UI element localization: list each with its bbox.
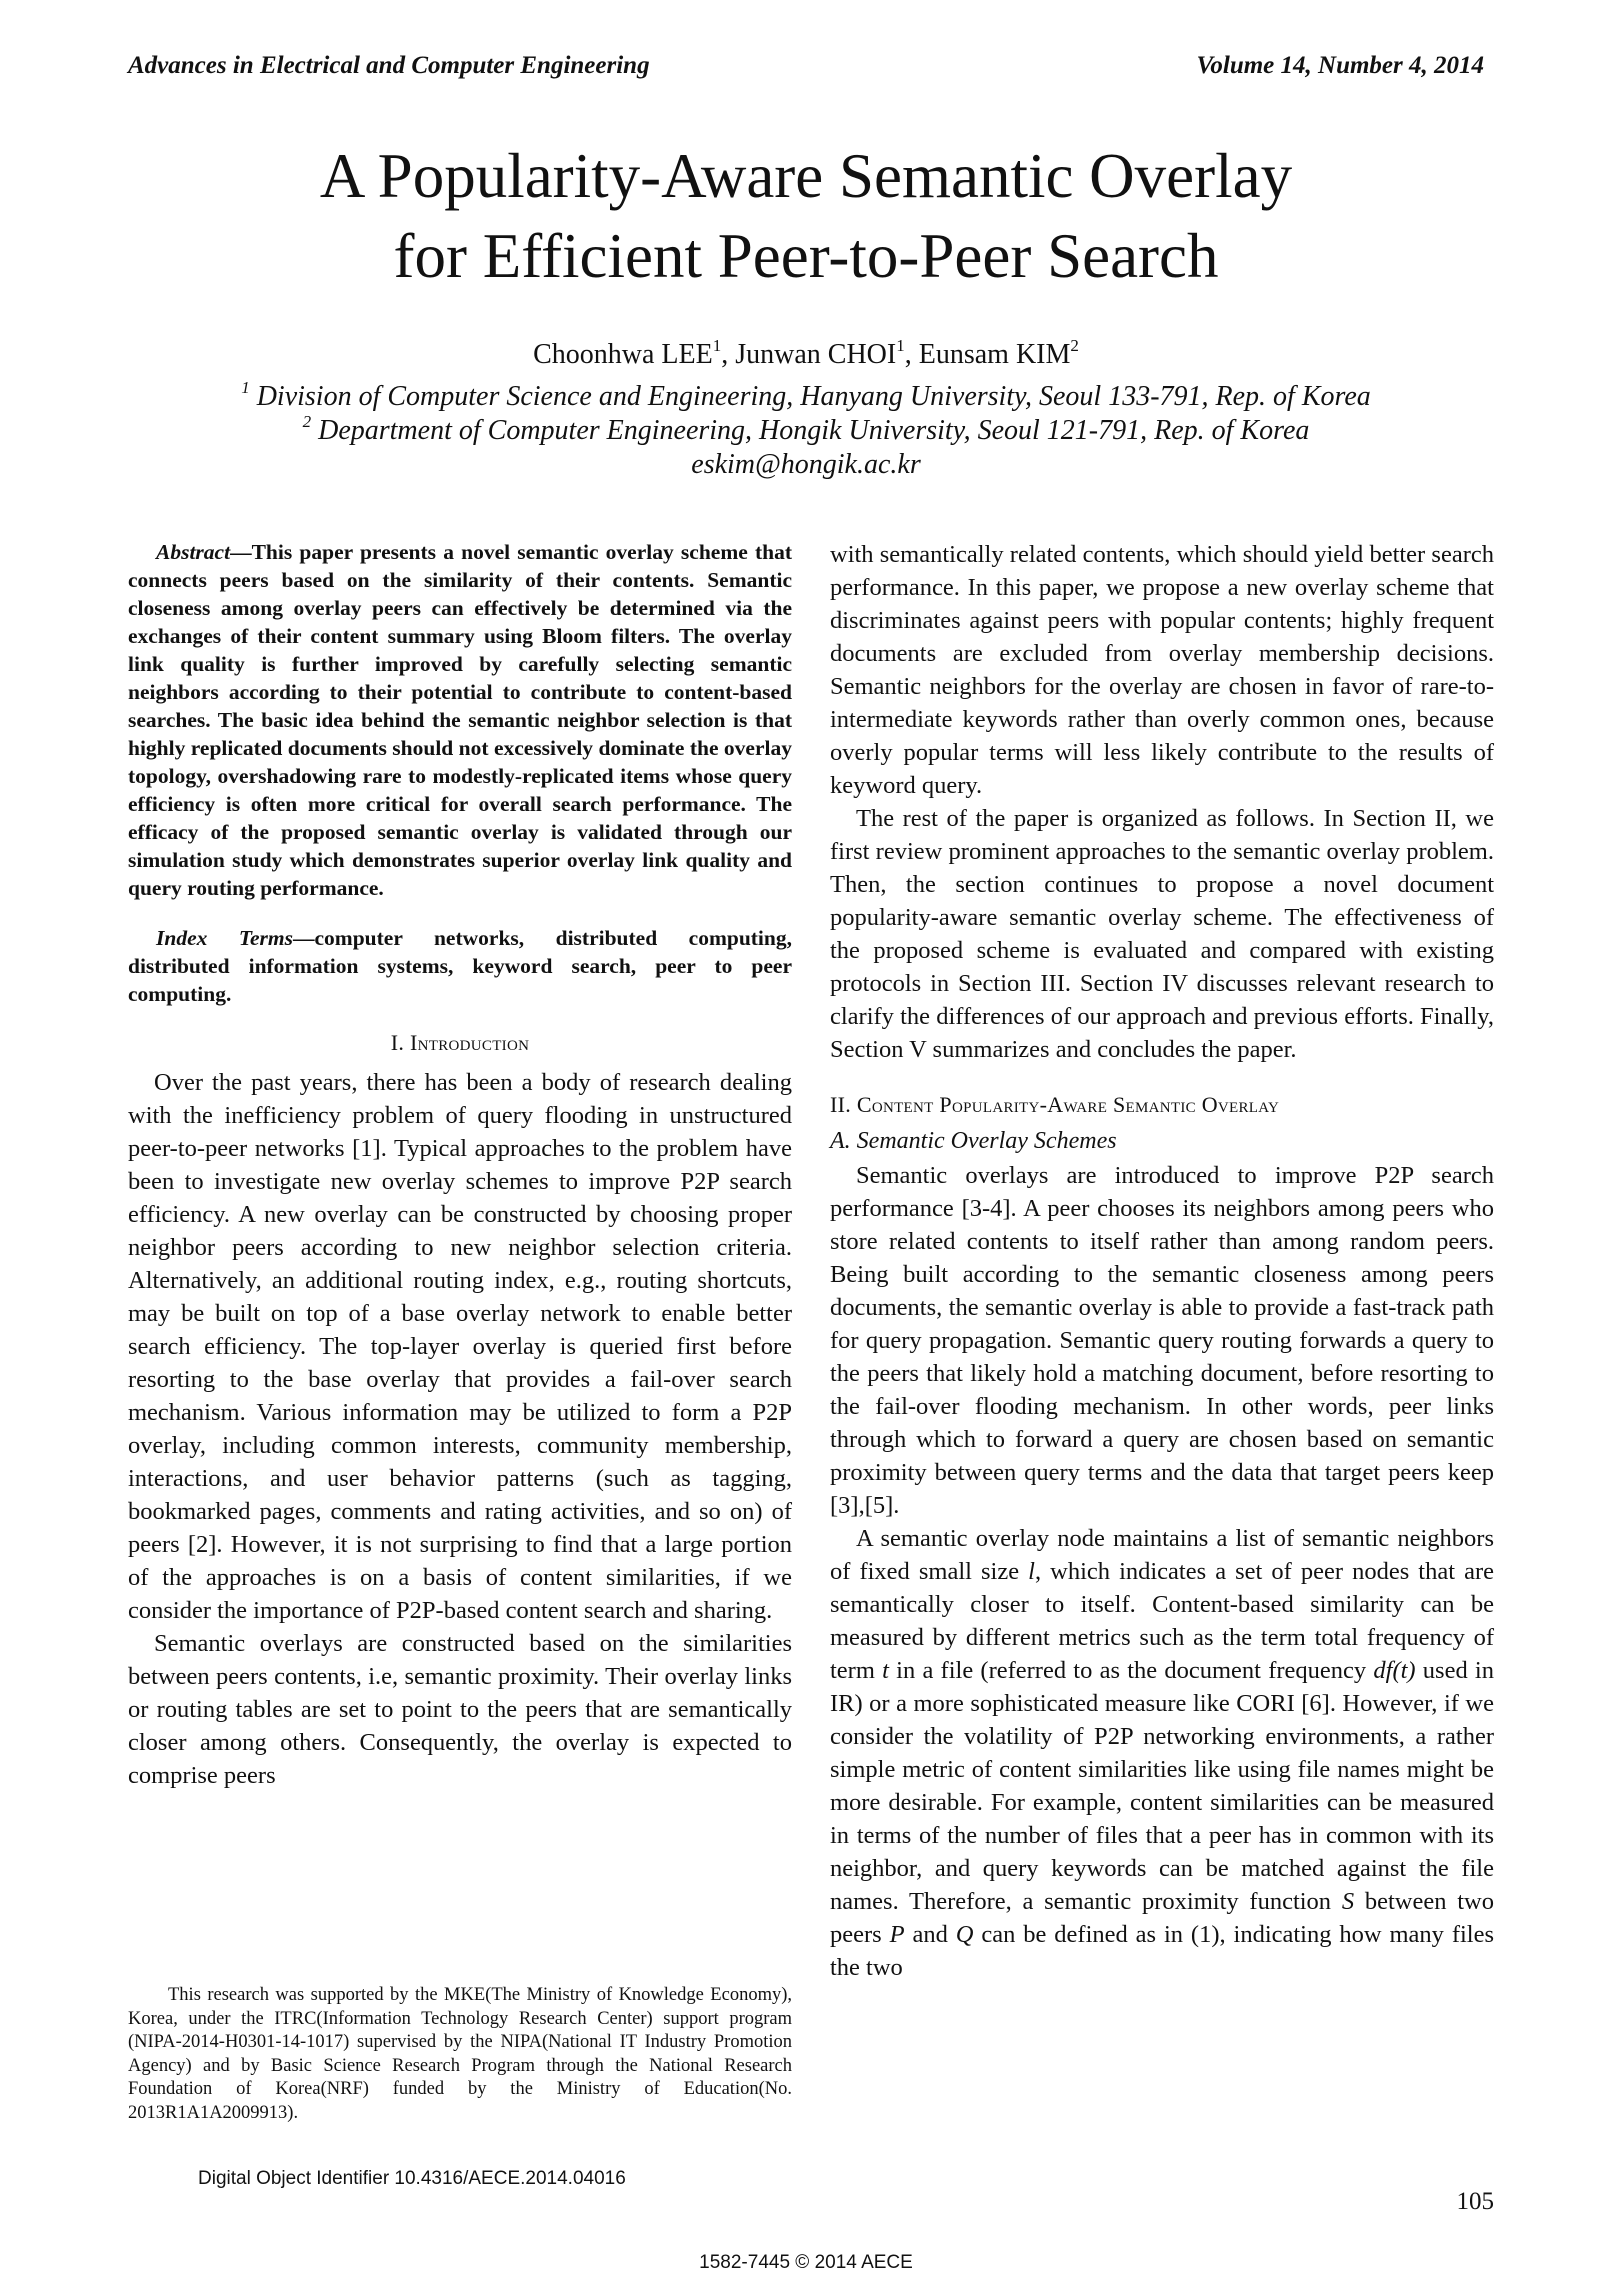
author-1-sup: 1 (712, 335, 722, 355)
section2-paragraph-2 (830, 1522, 1494, 1984)
section2-paragraph-1: Semantic overlays are introduced to improve P2P search performance [3-4]. A peer chooses its neighbors among peers who store related contents to itself rather than among random peers. Being built according to the semantic closeness among peers documents, the semantic overlay is able to provide a fast-track path for query propagation. Semantic query routing forwards a query to the peers that likely hold a matching document, before resorting to the fail-over flooding mechanism. In other words, peer links through which to forward a query are chosen based on semantic proximity between query terms and the data that target peers keep [3],[5]. (830, 1162, 1494, 1519)
author-sep-2: , (904, 339, 919, 370)
author-list (120, 337, 1492, 373)
index-terms (128, 924, 792, 1008)
var-df-t: (t) (1392, 1657, 1416, 1684)
author-sep-1: , (721, 339, 736, 370)
journal-name: Advances in Electrical and Computer Engineering (128, 52, 650, 79)
subsection-heading-2a: A. Semantic Overlay Schemes (830, 1128, 1117, 1154)
affiliation-1-text: Division of Computer Science and Engineering, Hanyang University, Seoul 133-791, Rep. of Korea (256, 381, 1371, 412)
var-t: t (882, 1657, 889, 1684)
author-2: Junwan CHOI (735, 339, 897, 370)
var-P: P (889, 1921, 905, 1948)
p2-text-g: can be defined as in (1), indicating how many files the two (830, 1921, 1494, 1981)
var-Q: Q (955, 1921, 974, 1948)
intro-paragraph-4: The rest of the paper is organized as follows. In Section II, we first review prominent approaches to the semantic overlay problem. Then, the section continues to propose a novel document popularity-aware semantic overlay scheme. The effectiveness of the proposed scheme is evaluated and compared with existing protocols in Section III. Section IV discusses relevant research to clarify the differences of our approach and previous efforts. Finally, Section V summarizes and concludes the paper. (830, 805, 1494, 1063)
page-number: 105 (1456, 2188, 1494, 2215)
abstract-text: This paper presents a novel semantic overlay scheme that connects peers based on the similarity of their contents. Semantic closeness among overlay peers can effectively be determined via the exchanges of their content summary using Bloom filters. The overlay link quality is further improved by carefully selecting semantic neighbors according to their potential to contribute to content-based searches. The basic idea behind the semantic neighbor selection is that highly replicated documents should not excessively dominate the overlay topology, overshadowing rare to modestly-replicated items whose query efficiency is often more critical for overall search performance. The efficacy of the proposed semantic overlay is validated through our simulation study which demonstrates superior overlay link quality and query routing performance. (128, 540, 792, 900)
p2-text-f: and (904, 1921, 956, 1948)
author-3-sup: 2 (1070, 335, 1079, 355)
index-terms-dash: — (293, 926, 315, 950)
title-line-1: A Popularity-Aware Semantic Overlay (319, 141, 1293, 211)
paper-title (120, 136, 1492, 296)
right-column (830, 538, 1494, 1984)
p2-text-a: A semantic overlay node maintains a list of semantic neighbors of fixed small size (830, 1525, 1494, 1585)
affiliation-1-sup: 1 (241, 377, 250, 397)
affiliation-1 (120, 377, 1492, 414)
var-l: l (1028, 1558, 1035, 1585)
intro-paragraph-2: Semantic overlays are constructed based on the similarities between peers contents, i.e, semantic proximity. Their overlay links or routing tables are set to point to the peers that are semantically closer among others. Consequently, the overlay is expected to comprise peers (128, 1630, 792, 1789)
p2-text-c: in a file (referred to as the document frequency (888, 1657, 1374, 1684)
contact-email: eskim@hongik.ac.kr (691, 449, 921, 480)
volume-info: Volume 14, Number 4, 2014 (1196, 52, 1484, 79)
abstract-dash: — (230, 540, 252, 564)
doi: Digital Object Identifier 10.4316/AECE.2014.04016 (198, 2168, 626, 2189)
abstract-label: Abstract (156, 540, 231, 564)
author-3: Eunsam KIM (918, 339, 1071, 370)
section-heading-2: II. Content Popularity-Aware Semantic Overlay (830, 1092, 1280, 1117)
abstract (128, 538, 792, 902)
issn-copyright: 1582-7445 © 2014 AECE (699, 2252, 913, 2273)
author-2-sup: 1 (896, 335, 905, 355)
index-terms-label: Index Terms (156, 926, 294, 950)
funding-footnote: This research was supported by the MKE(The Ministry of Knowledge Economy), Korea, under the ITRC(Information Technology Research Center) support program (NIPA-2014-H0301-14-1017) supervised by the NIPA(National IT Industry Promotion Agency) and by Basic Science Research Program through the National Research Foundation of Korea(NRF) funded by the Ministry of Education(No. 2013R1A1A2009913). (128, 1985, 792, 2123)
p2-text-e: between two peers (830, 1888, 1494, 1948)
title-line-2: for Efficient Peer-to-Peer Search (393, 221, 1219, 291)
p2-text-b: , which indicates a set of peer nodes that are semantically closer to itself. Content-based similarity can be measured by different metrics such as the term total frequency of term (830, 1558, 1494, 1684)
affiliation-2-sup: 2 (302, 411, 312, 431)
section-heading-introduction: I. Introduction (390, 1030, 530, 1055)
left-column (128, 538, 792, 1792)
author-1: Choonhwa LEE (533, 339, 713, 370)
var-df: df (1373, 1657, 1393, 1684)
intro-paragraph-3: with semantically related contents, which should yield better search performance. In this paper, we propose a new overlay scheme that discriminates against peers with popular contents; highly frequent documents are excluded from overlay membership decisions. Semantic neighbors for the overlay are chosen in favor of rare-to-intermediate keywords rather than overly common ones, because overly popular terms will less likely contribute to the results of keyword query. (830, 541, 1494, 799)
affiliation-2-text: Department of Computer Engineering, Hongik University, Seoul 121-791, Rep. of Korea (318, 415, 1310, 446)
affiliation-2 (120, 411, 1492, 448)
intro-paragraph-1: Over the past years, there has been a body of research dealing with the inefficiency problem of query flooding in unstructured peer-to-peer networks [1]. Typical approaches to the problem have been to investigate new overlay schemes to improve P2P search efficiency. A new overlay can be constructed by choosing proper neighbor peers according to new neighbor selection criteria. Alternatively, an additional routing index, e.g., routing shortcuts, may be built on top of a base overlay network to enable better search efficiency. The top-layer overlay is queried first before resorting to the base overlay that provides a fail-over search mechanism. Various information may be utilized to form a P2P overlay, including common interests, community membership, interactions, and user behavior patterns (such as tagging, bookmarked pages, comments and rating activities, and so on) of peers [2]. However, it is not surprising to find that a large portion of the approaches is on a basis of content similarities, if we consider the importance of P2P-based content search and sharing. (128, 1069, 792, 1624)
p2-text-d: used in IR) or a more sophisticated measure like CORI [6]. However, if we consider the volatility of P2P networking environments, a rather simple metric of content similarities like using file names might be more desirable. For example, content similarities can be measured in terms of the number of files that a peer has in common with its neighbor, and query keywords can be matched against the file names. Therefore, a semantic proximity function (830, 1657, 1494, 1915)
var-S: S (1341, 1888, 1355, 1915)
index-terms-text: computer networks, distributed computing, distributed information systems, keyword search, peer to peer computing. (128, 926, 792, 1006)
